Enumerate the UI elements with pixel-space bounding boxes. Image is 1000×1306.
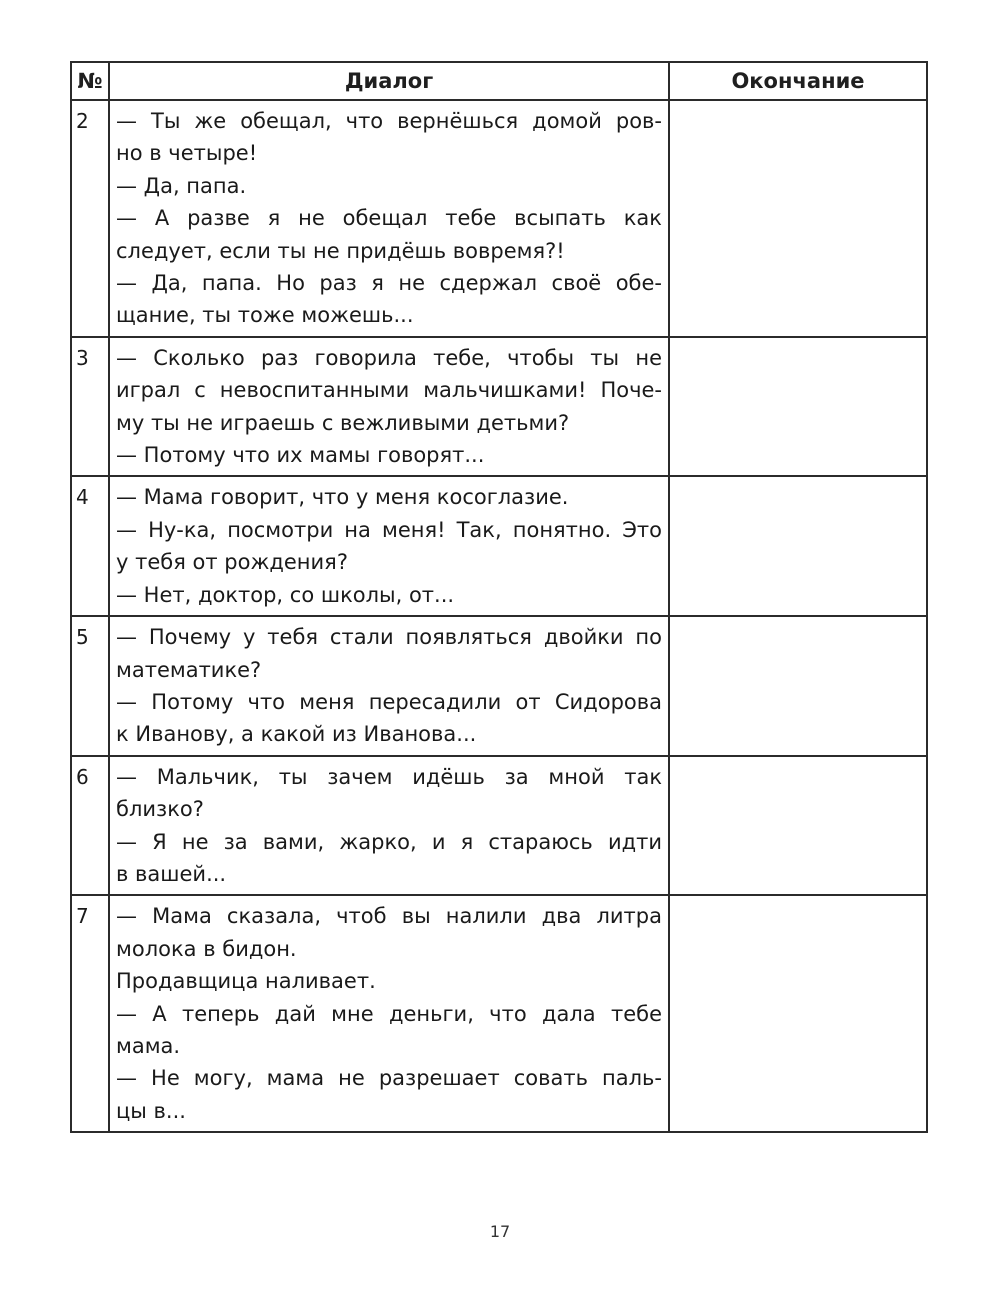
header-num: № [71,62,109,100]
table-row [71,616,927,756]
table-row [71,476,927,616]
table-row [71,895,927,1132]
row-number: 2 [71,100,109,337]
dialog-line: близко? [116,797,204,822]
page-number: 17 [489,1222,511,1241]
table-body [71,100,927,1132]
row-number: 5 [71,616,109,756]
row-number: 7 [71,895,109,1132]
dialog-line: у тебя от рождения? [116,550,348,575]
ending-cell[interactable] [669,337,927,477]
ending-cell[interactable] [669,895,927,1132]
dialog-line: в вашей... [116,861,227,886]
dialog-line: — А теперь дай мне деньги, что дала тебе [116,1001,662,1026]
dialog-line: — Я не за вами, жарко, и я стараюсь идти [116,829,662,854]
dialog-line: играл с невоспитанными мальчишками! Поче- [116,378,662,403]
dialog-line: — Потому что их мамы говорят... [116,443,485,468]
dialog-line: — Мама говорит, что у меня косоглазие. [116,485,569,510]
dialog-line: Продавщица наливает. [116,969,376,994]
dialog-line: мама. [116,1033,181,1058]
dialog-cell [109,476,669,616]
header-ending: Окончание [669,62,927,100]
dialog-line: — Потому что меня пересадили от Сидорова [116,689,662,714]
dialog-line: но в четыре! [116,141,258,166]
table-row [71,100,927,337]
dialog-line: — А разве я не обещал тебе всыпать как [116,206,662,231]
dialog-line: следует, если ты не придёшь вовремя?! [116,238,565,263]
dialog-table [70,61,928,1133]
dialog-cell [109,100,669,337]
dialog-cell [109,756,669,896]
ending-cell[interactable] [669,756,927,896]
dialog-line: — Сколько раз говорила тебе, чтобы ты не [116,345,662,370]
dialog-line: — Почему у тебя стали появляться двойки по [116,625,662,650]
header-dialog: Диалог [109,62,669,100]
ending-cell[interactable] [669,616,927,756]
dialog-line: — Ты же обещал, что вернёшься домой ров- [116,109,662,133]
dialog-line: цы в... [116,1098,186,1123]
dialog-line: молока в бидон. [116,936,297,961]
table-row [71,337,927,477]
dialog-line: математике? [116,657,262,682]
dialog-line: — Ну-ка, посмотри на меня! Так, понятно. Это [116,517,662,542]
dialog-line: — Мама сказала, чтоб вы налили два литра [116,904,662,929]
dialog-line: — Не могу, мама не разрешает совать паль- [116,1066,662,1091]
dialog-cell [109,337,669,477]
dialog-line: — Нет, доктор, со школы, от... [116,582,455,607]
dialog-line: — Мальчик, ты зачем идёшь за мной так [116,764,662,789]
row-number: 6 [71,756,109,896]
row-number: 3 [71,337,109,477]
ending-cell[interactable] [669,476,927,616]
table-header-row [71,62,927,100]
ending-cell[interactable] [669,100,927,337]
dialog-line: му ты не играешь с вежливыми детьми? [116,410,570,435]
dialog-cell [109,616,669,756]
row-number: 4 [71,476,109,616]
table-row [71,756,927,896]
dialog-line: — Да, папа. Но раз я не сдержал своё обе- [116,271,662,296]
dialog-line: — Да, папа. [116,173,247,198]
dialog-cell [109,895,669,1132]
dialog-line: щание, ты тоже можешь... [116,303,414,328]
dialog-line: к Иванову, а какой из Иванова... [116,722,477,747]
